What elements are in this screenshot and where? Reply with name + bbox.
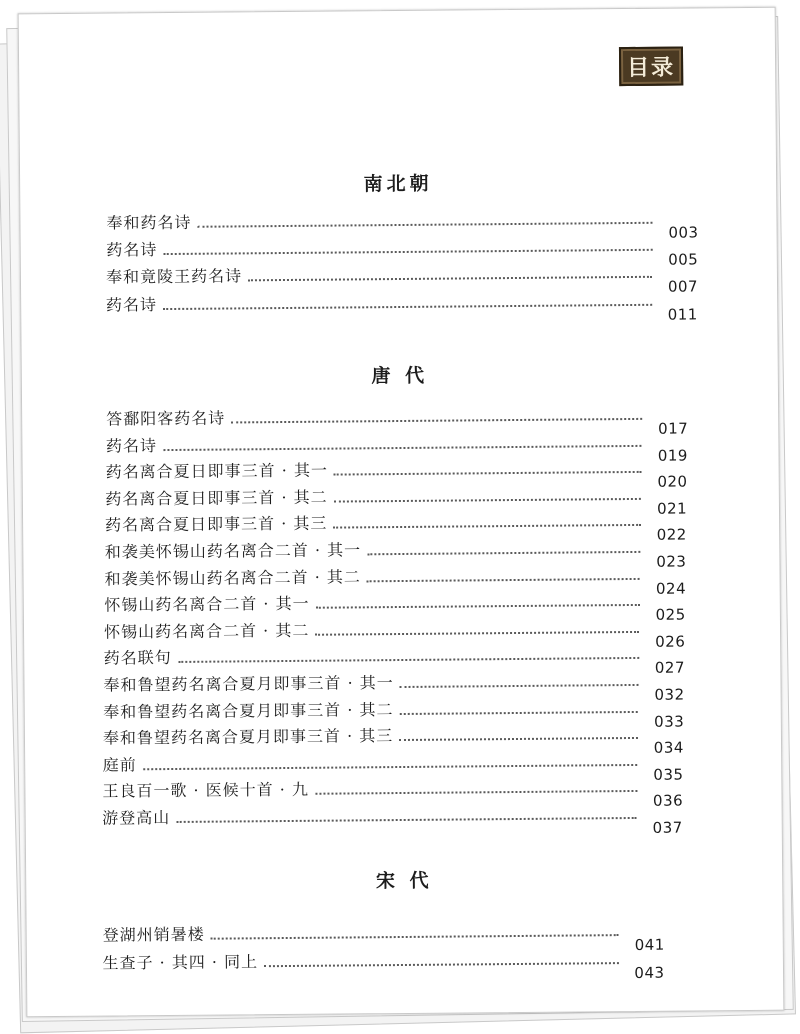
leader-dots bbox=[163, 444, 642, 450]
toc-entry-page: 034 bbox=[653, 738, 684, 757]
toc-entry-page: 021 bbox=[656, 499, 688, 518]
toc-entry-title: 答鄱阳客药名诗 bbox=[106, 408, 226, 429]
toc-entry[interactable] bbox=[104, 560, 687, 598]
toc-entry-page: 017 bbox=[658, 419, 689, 438]
toc-entry-title: 怀锡山药名离合二首 · 其二 bbox=[103, 620, 310, 642]
toc-entry[interactable] bbox=[103, 613, 686, 651]
toc-entry-title: 药名联句 bbox=[103, 648, 172, 668]
toc-entry[interactable] bbox=[102, 800, 683, 837]
leader-dots bbox=[400, 684, 639, 688]
leader-dots bbox=[178, 657, 639, 663]
toc-entry-title: 王良百一歌 · 医候十首 · 九 bbox=[102, 780, 310, 802]
toc-entry[interactable] bbox=[102, 917, 665, 954]
toc-entry-title: 奉和竟陵王药名诗 bbox=[106, 266, 243, 287]
toc-entry[interactable] bbox=[104, 534, 687, 571]
toc-entry[interactable] bbox=[103, 667, 685, 704]
toc-entry[interactable] bbox=[103, 640, 686, 678]
toc-entry-title: 药名离合夏日即事三首 · 其三 bbox=[105, 514, 328, 535]
toc-entry[interactable] bbox=[105, 480, 688, 518]
leader-dots bbox=[400, 711, 639, 715]
leader-dots bbox=[315, 790, 637, 795]
toc-entry[interactable] bbox=[102, 773, 684, 811]
toc-entry-page: 023 bbox=[656, 552, 687, 571]
toc-entry-title: 奉和鲁望药名离合夏月即事三首 · 其三 bbox=[102, 726, 394, 748]
leader-dots bbox=[315, 631, 639, 636]
toc-entry-page: 019 bbox=[657, 446, 688, 465]
toc-entry[interactable] bbox=[102, 746, 684, 784]
leader-dots bbox=[367, 551, 640, 555]
toc-entry-page: 032 bbox=[654, 685, 685, 704]
toc-page bbox=[18, 7, 785, 1018]
toc-entry-page: 026 bbox=[655, 632, 686, 651]
toc-entry-page: 035 bbox=[653, 765, 684, 784]
leader-dots bbox=[163, 303, 652, 309]
toc-entry-title: 药名离合夏日即事三首 · 其一 bbox=[105, 460, 328, 482]
toc-title-badge: 目录 bbox=[619, 47, 683, 87]
toc-entry[interactable] bbox=[102, 720, 684, 757]
toc-entry-title: 药名诗 bbox=[106, 240, 158, 260]
toc-entry-page: 020 bbox=[657, 472, 688, 491]
toc-entry-title: 药名诗 bbox=[105, 294, 158, 315]
leader-dots bbox=[248, 276, 652, 282]
toc-entry-page: 025 bbox=[655, 605, 686, 624]
toc-entry[interactable] bbox=[105, 454, 688, 491]
toc-entry-title: 奉和鲁望药名离合夏月即事三首 · 其一 bbox=[103, 673, 394, 695]
leader-dots bbox=[211, 934, 619, 940]
toc-entry[interactable] bbox=[105, 427, 688, 465]
toc-entry-title: 和袭美怀锡山药名离合二首 · 其一 bbox=[104, 540, 362, 562]
toc-entry-page: 041 bbox=[634, 935, 665, 954]
leader-dots bbox=[334, 471, 642, 476]
toc-entry[interactable] bbox=[103, 693, 685, 731]
leader-dots bbox=[143, 764, 638, 770]
leader-dots bbox=[198, 222, 653, 228]
leader-dots bbox=[333, 524, 640, 529]
toc-entry-page: 036 bbox=[652, 791, 684, 811]
toc-entry-page: 007 bbox=[667, 277, 699, 297]
leader-dots bbox=[367, 578, 640, 582]
leader-dots bbox=[316, 604, 640, 609]
toc-entry[interactable] bbox=[102, 945, 665, 982]
leader-dots bbox=[264, 962, 618, 967]
section-heading: 唐 代 bbox=[371, 364, 429, 388]
toc-entry[interactable] bbox=[104, 587, 686, 624]
toc-entry[interactable] bbox=[105, 286, 698, 324]
leader-dots bbox=[334, 498, 641, 503]
toc-entry-title: 和袭美怀锡山药名离合二首 · 其二 bbox=[104, 566, 361, 589]
toc-entry-title: 庭前 bbox=[102, 755, 137, 775]
toc-entry-page: 005 bbox=[668, 250, 699, 269]
leader-dots bbox=[399, 737, 638, 741]
toc-entry-page: 011 bbox=[667, 304, 698, 324]
toc-entry-page: 003 bbox=[668, 223, 699, 242]
toc-entry-title: 怀锡山药名离合二首 · 其一 bbox=[104, 593, 310, 615]
toc-entry-page: 033 bbox=[654, 712, 685, 731]
toc-entry-title: 登湖州销暑楼 bbox=[102, 924, 205, 945]
toc-entry-page: 037 bbox=[652, 818, 683, 837]
toc-entry-title: 生查子 · 其四 · 同上 bbox=[102, 952, 259, 973]
toc-entry-title: 药名诗 bbox=[105, 435, 158, 456]
toc-entry-page: 022 bbox=[656, 525, 687, 545]
leader-dots bbox=[163, 249, 652, 255]
toc-entry-title: 游登高山 bbox=[102, 808, 171, 828]
toc-entry[interactable] bbox=[106, 400, 689, 438]
section-heading: 南北朝 bbox=[363, 172, 433, 196]
toc-entry-title: 药名离合夏日即事三首 · 其二 bbox=[105, 487, 328, 509]
leader-dots bbox=[231, 418, 642, 424]
toc-entry-title: 奉和药名诗 bbox=[106, 212, 192, 233]
toc-entry-title: 奉和鲁望药名离合夏月即事三首 · 其二 bbox=[103, 699, 394, 722]
toc-entry[interactable] bbox=[106, 204, 699, 242]
toc-entry-page: 027 bbox=[654, 658, 686, 678]
toc-entry-page: 043 bbox=[634, 963, 665, 982]
section-heading: 宋 代 bbox=[375, 869, 433, 893]
toc-entry[interactable] bbox=[106, 232, 699, 269]
leader-dots bbox=[176, 817, 636, 823]
toc-entry-page: 024 bbox=[655, 579, 687, 598]
toc-entry[interactable] bbox=[106, 259, 699, 297]
toc-entry[interactable] bbox=[105, 507, 687, 545]
